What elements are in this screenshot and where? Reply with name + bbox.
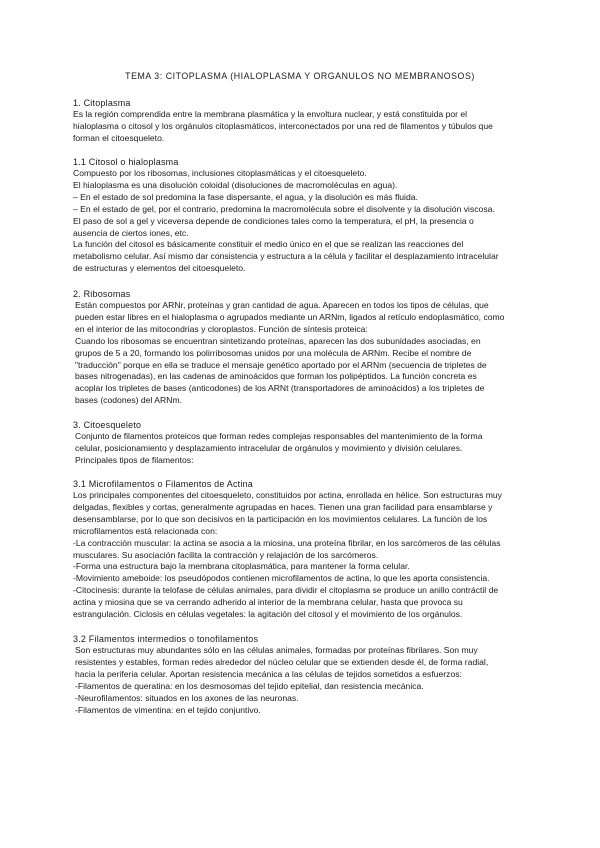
- section-body: [73, 109, 533, 145]
- text-line: musculares. Su asociación facilita la contracción y relajación de los sarcómeros.: [73, 549, 379, 560]
- text-line: Conjunto de filamentos proteicos que forman redes complejas responsables del mantenimiento de la forma: [75, 431, 483, 441]
- section-citoesqueleto: [73, 419, 533, 467]
- text-line: actina y miosina que se va cerrando adherido al interior de la membrana celular, hasta que provoca su: [73, 597, 463, 608]
- text-line: estrangulación. Ciclosis en células vegetales: la agitación del citosol y el movimiento de los orgánulos.: [73, 609, 463, 620]
- section-heading: 1. Citoplasma: [73, 98, 131, 108]
- section-body: [73, 490, 533, 621]
- section-ribosomas: [73, 288, 533, 407]
- text-line: celular, posicionamiento y desplazamiento intracelular de orgánulos y movimiento y división celulares.: [75, 442, 463, 453]
- section-citoplasma: [73, 97, 533, 145]
- text-line: Principales tipos de filamentos:: [75, 454, 194, 465]
- text-line: Los principales componentes del citoesqueleto, constituidos por actina, enrollada en hélice. Son estructuras muy: [73, 490, 502, 500]
- text-line: en el interior de las mitocondrias y cloroplastos. Función de síntesis proteica:: [75, 323, 368, 334]
- text-line: -Filamentos de queratina: en los desmosomas del tejido epitelial, dan resistencia mecánica.: [75, 680, 424, 691]
- text-line: grupos de 5 a 20, formando los polirribosomas unidos por una molécula de ARNm. Recibe el nombre de: [75, 347, 472, 358]
- section-heading: 3.1 Microfilamentos o Filamentos de Actina: [73, 479, 253, 489]
- text-line: de estructuras y elementos del citoesqueleto.: [73, 263, 246, 274]
- text-line: -Movimiento ameboide: los pseudópodos contienen microfilamentos de actina, lo que les aporta consistencia.: [73, 573, 490, 584]
- section-heading: 3. Citoesqueleto: [73, 420, 142, 430]
- section-body: [73, 431, 533, 467]
- section-heading: 1.1 Citosol o hialoplasma: [73, 157, 179, 167]
- text-line: ausencia de ciertos iones, etc.: [73, 227, 189, 238]
- text-line: acoplar los tripletes de bases (anticodones) de los ARNt (transportadores de aminoácidos) a los tripletes de: [75, 383, 485, 394]
- text-line: "traducción" porque en ella se traduce el mensaje genético aportado por el ARNm (secuencia de tripletes de: [75, 359, 487, 370]
- text-line: forman el citoesqueleto.: [73, 132, 165, 143]
- section-body: [73, 168, 533, 275]
- section-microfilamentos: [73, 478, 533, 621]
- page-title: TEMA 3: CITOPLASMA (HIALOPLASMA Y ORGANULOS NO MEMBRANOSOS): [125, 71, 475, 81]
- text-line: pueden estar libres en el hialoplasma o agrupados mediante un ARNm, ligados al retículo endoplasmático, como: [75, 311, 505, 322]
- text-line: hacia la periferia celular. Aportan resistencia mecánica a las células de tejidos sometidos a esfuerzos:: [75, 668, 462, 679]
- text-line: hialoplasma o citosol y los orgánulos citoplasmáticos, interconectados por una red de filamentos y túbulos que: [73, 120, 493, 131]
- text-line: Compuesto por los ribosomas, inclusiones citoplasmáticas y el citoesqueleto.: [73, 168, 367, 178]
- section-heading: 3.2 Filamentos intermedios o tonofilamentos: [73, 634, 259, 644]
- text-line: El hialoplasma es una disolución coloidal (disoluciones de macromoléculas en agua).: [73, 179, 398, 190]
- text-line: – En el estado de gel, por el contrario, predomina la macromolécula sobre el disolvente y la disolución viscosa.: [73, 203, 495, 214]
- text-line: -Filamentos de vimentina: en el tejido conjuntivo.: [75, 704, 261, 715]
- text-line: bases nitrogenadas), en las cadenas de aminoácidos que forman los polipéptidos. La función concreta es: [75, 371, 477, 382]
- text-line: bases (codones) del ARNm.: [75, 395, 182, 406]
- text-line: La función del citosol es básicamente constituir el medio único en el que se realizan las reacciones del: [73, 239, 464, 250]
- text-line: metabolismo celular. Así mismo dar consistencia y estructura a la célula y facilitar el desplazamiento intracelular: [73, 251, 499, 262]
- text-line: resistentes y estables, forman redes alrededor del núcleo celular que se extienden desde él, de forma radial,: [75, 656, 489, 667]
- section-body: [73, 645, 533, 716]
- text-line: Están compuestos por ARNr, proteínas y gran cantidad de agua. Aparecen en todos los tipos de células, que: [75, 300, 489, 310]
- section-filamentos-intermedios: [73, 633, 533, 716]
- text-line: Cuando los ribosomas se encuentran sintetizando proteínas, aparecen las dos subunidades asociadas, en: [75, 335, 481, 346]
- text-line: El paso de sol a gel y viceversa depende de condiciones tales como la temperatura, el pH, la presencia o: [73, 215, 474, 226]
- text-line: – En el estado de sol predomina la fase dispersante, el agua, y la disolución es más fluida.: [73, 191, 418, 202]
- text-line: delgadas, flexibles y cortas, generalmente agrupadas en haces. Tienen una gran facilidad para ensamblarse y: [73, 501, 493, 512]
- text-line: -La contracción muscular: la actina se asocia a la miosina, una proteína fibrilar, en los sarcómeros de las células: [73, 537, 501, 548]
- text-line: desensamblarse, por lo que son decisivos en la participación en los movimientos celulares. La función de los: [73, 513, 488, 524]
- text-line: -Neurofilamentos: situados en los axones de las neuronas.: [75, 692, 299, 703]
- section-citosol: [73, 156, 533, 275]
- text-line: -Forma una estructura bajo la membrana citoplasmática, para mantener la forma celular.: [73, 561, 410, 572]
- section-body: [73, 300, 533, 407]
- text-line: Son estructuras muy abundantes sólo en las células animales, formadas por proteínas fibrilares. Son muy: [75, 645, 478, 655]
- text-line: Es la región comprendida entre la membrana plasmática y la envoltura nuclear, y está constituida por el: [73, 109, 468, 119]
- section-heading: 2. Ribosomas: [73, 289, 131, 299]
- text-line: -Citocinesis: durante la telofase de células animales, para dividir el citoplasma se produce un anillo contráctil de: [73, 585, 499, 596]
- text-line: microfilamentos está relacionada con:: [73, 525, 218, 536]
